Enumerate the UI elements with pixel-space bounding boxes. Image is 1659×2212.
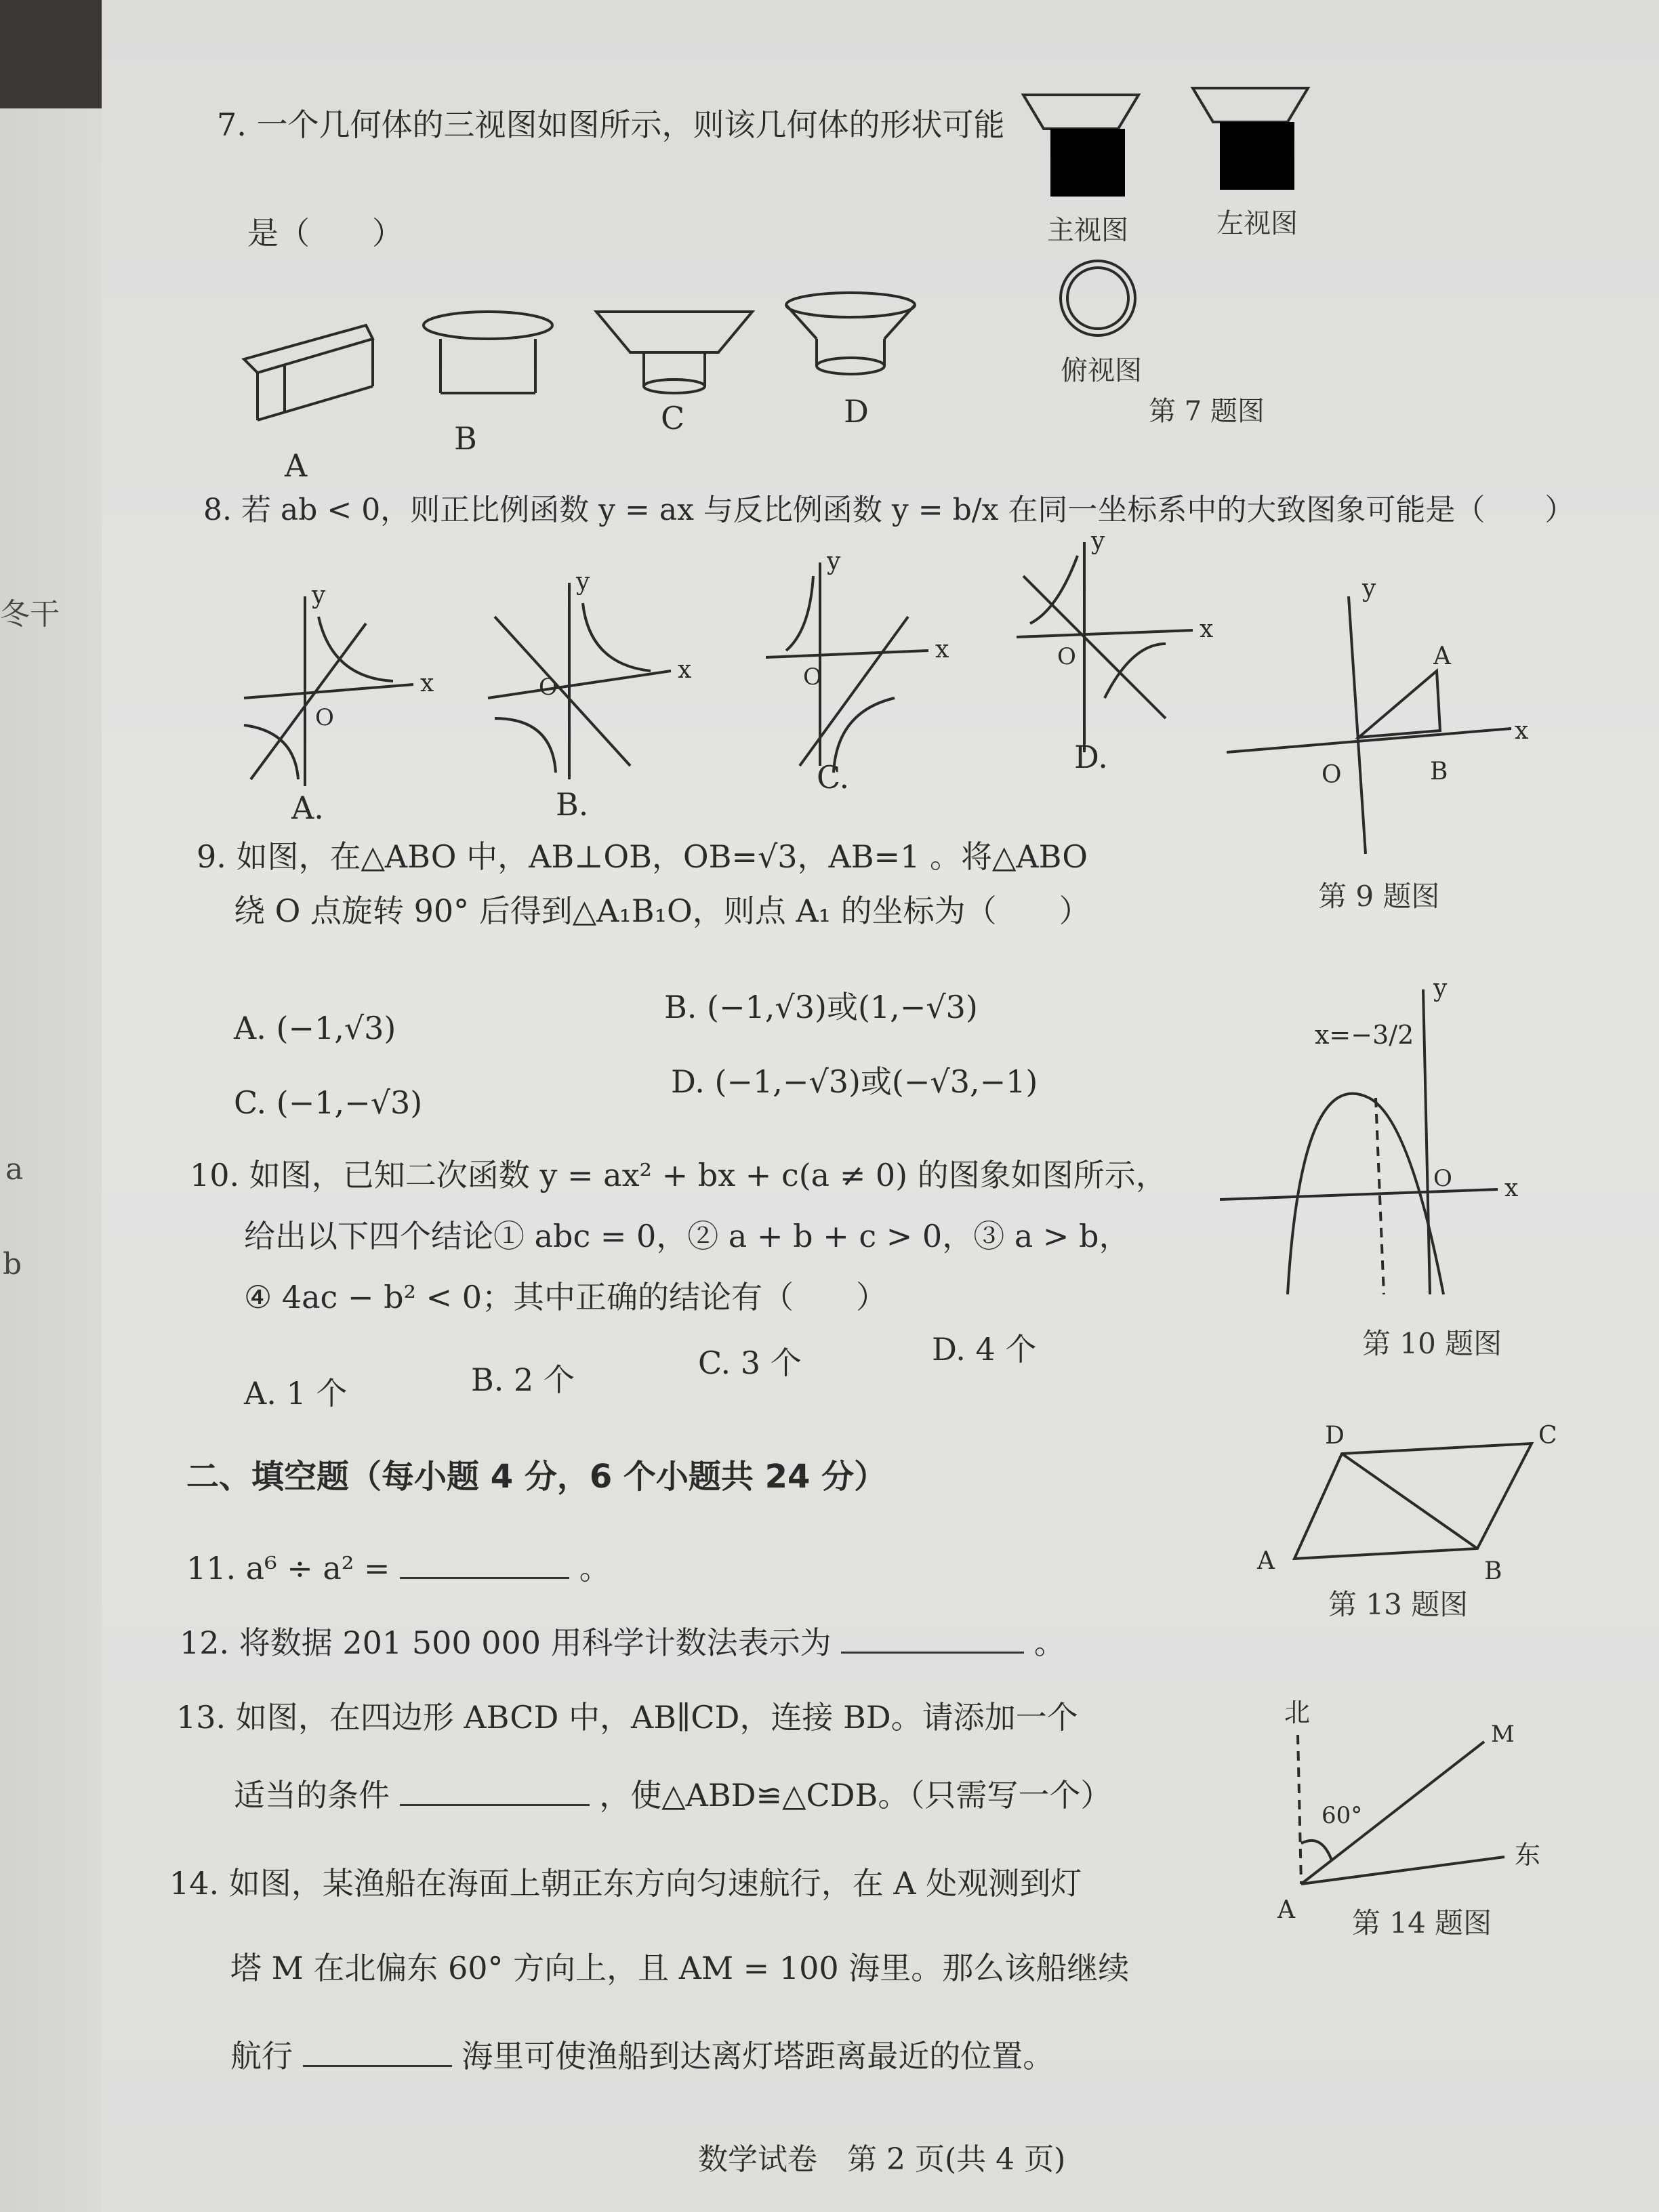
q13-prefix: 适当的条件 xyxy=(234,1777,390,1814)
svg-text:y: y xyxy=(1091,527,1105,555)
svg-text:y: y xyxy=(1433,975,1448,1002)
q14-stem-line1: 14. 如图，某渔船在海面上朝正东方向匀速航行，在 A 处观测到灯 xyxy=(169,1865,1082,1902)
q14-label-m: M xyxy=(1491,1721,1515,1748)
svg-text:O: O xyxy=(315,704,334,731)
svg-text:y: y xyxy=(827,548,841,575)
q9-option-a: A. (−1,√3) xyxy=(234,1010,396,1046)
q13-figure xyxy=(1254,1416,1572,1593)
q14-caption: 第 14 题图 xyxy=(1352,1906,1492,1940)
q7-option-c: C xyxy=(661,400,685,436)
svg-text:O: O xyxy=(539,674,558,701)
page-footer: 数学试卷 第 2 页(共 4 页) xyxy=(698,2142,1066,2177)
q9-label-x: x xyxy=(1515,717,1529,745)
q10-stem-line1: 10. 如图，已知二次函数 y = ax² + bx + c(a ≠ 0) 的图象如图所示， xyxy=(190,1157,1167,1193)
left-page-fragment: b xyxy=(3,1247,22,1282)
svg-text:O: O xyxy=(1433,1165,1452,1192)
q14-stem-line2: 塔 M 在北偏东 60° 方向上，且 AM = 100 海里。那么该船继续 xyxy=(230,1950,1130,1986)
q9-label-b: B xyxy=(1430,758,1448,785)
q10-figure xyxy=(1213,975,1538,1315)
q8-stem: 8. 若 ab < 0，则正比例函数 y = ax 与反比例函数 y = b/x 在同一坐标系中的大致图象可能是（ ） xyxy=(203,493,1575,527)
q14-label-angle: 60° xyxy=(1322,1802,1363,1829)
q14-answer-blank[interactable] xyxy=(303,2038,452,2067)
q9-label-o: O xyxy=(1322,761,1342,789)
q14-label-east: 东 xyxy=(1515,1840,1541,1870)
q11 xyxy=(186,1545,611,1592)
q14-suffix: 海里可使渔船到达离灯塔距离最近的位置。 xyxy=(462,2038,1054,2074)
q14-prefix: 航行 xyxy=(230,2038,293,2074)
q10-option-d: D. 4 个 xyxy=(932,1331,1037,1368)
q9-option-d: D. (−1,−√3)或(−√3,−1) xyxy=(671,1063,1038,1100)
q12-prefix: 12. 将数据 201 500 000 用科学计数法表示为 xyxy=(180,1624,832,1661)
q7-caption: 第 7 题图 xyxy=(1149,396,1265,427)
q13-label-c: C xyxy=(1538,1422,1557,1450)
q7-top-view-label: 俯视图 xyxy=(1061,355,1142,386)
q7-option-solids xyxy=(230,285,935,434)
q12-suffix: 。 xyxy=(1033,1624,1065,1661)
q8-graph-b xyxy=(488,568,691,779)
q7-stem-line1: 7. 一个几何体的三视图如图所示，则该几何体的形状可能 xyxy=(217,106,1005,143)
q8-option-a: A. xyxy=(291,790,324,826)
q7-option-a: A xyxy=(285,447,308,484)
q7-solid-b xyxy=(424,312,552,393)
q10-stem-line2: 给出以下四个结论① abc = 0，② a + b + c > 0，③ a > b， xyxy=(244,1218,1130,1254)
q7-front-view-label: 主视图 xyxy=(1047,215,1128,246)
q11-suffix: 。 xyxy=(579,1550,611,1586)
q8-option-d: D. xyxy=(1074,739,1108,775)
svg-text:x: x xyxy=(1504,1174,1519,1202)
q9-label-y: y xyxy=(1362,575,1376,602)
q7-option-d: D xyxy=(844,393,869,430)
svg-text:x: x xyxy=(935,636,949,663)
q7-stem-line2: 是（ ） xyxy=(247,215,403,251)
q13-label-b: B xyxy=(1484,1557,1502,1585)
q7-solid-c xyxy=(596,312,752,393)
q9-figure xyxy=(1227,575,1532,867)
svg-text:x: x xyxy=(1200,615,1214,643)
q10-option-b: B. 2 个 xyxy=(471,1361,575,1398)
q13-label-a: A xyxy=(1257,1547,1275,1575)
q12-answer-blank[interactable] xyxy=(841,1624,1024,1654)
q8-option-b: B. xyxy=(556,786,589,823)
q14-label-a: A xyxy=(1277,1896,1295,1924)
svg-text:O: O xyxy=(803,663,822,691)
svg-text:y: y xyxy=(312,581,326,609)
q9-stem-line2: 绕 O 点旋转 90° 后得到△A₁B₁O，则点 A₁ 的坐标为（ ） xyxy=(234,893,1090,929)
q11-prefix: 11. a⁶ ÷ a² = xyxy=(186,1550,390,1586)
left-page-fragment: a xyxy=(5,1152,24,1187)
q11-answer-blank[interactable] xyxy=(400,1550,569,1579)
q9-label-a: A xyxy=(1433,642,1451,670)
q14-label-north: 北 xyxy=(1284,1698,1311,1727)
q9-caption: 第 9 题图 xyxy=(1318,880,1440,913)
q10-option-c: C. 3 个 xyxy=(698,1345,802,1381)
section-2-title: 二、填空题（每小题 4 分，6 个小题共 24 分） xyxy=(186,1458,887,1496)
q8-option-c: C. xyxy=(817,759,850,796)
q12 xyxy=(180,1620,1065,1666)
q10-axis-of-symmetry-label: x=−3/2 xyxy=(1315,1020,1414,1050)
svg-text:x: x xyxy=(420,670,434,697)
q10-caption: 第 10 题图 xyxy=(1362,1327,1502,1360)
q10-option-a: A. 1 个 xyxy=(244,1375,348,1412)
svg-text:y: y xyxy=(576,568,590,596)
q9-option-c: C. (−1,−√3) xyxy=(234,1084,423,1121)
q14-stem-line3 xyxy=(230,2033,1054,2080)
q8-graph-a xyxy=(244,581,434,786)
q7-option-b: B xyxy=(454,420,477,457)
q13-stem-line1: 13. 如图，在四边形 ABCD 中，AB∥CD，连接 BD。请添加一个 xyxy=(176,1699,1078,1736)
q9-stem-line1: 9. 如图，在△ABO 中，AB⊥OB，OB=√3，AB=1 。将△ABO xyxy=(197,838,1088,875)
q13-answer-blank[interactable] xyxy=(400,1777,590,1806)
left-page-fragment: 冬干 xyxy=(0,597,60,632)
q13-label-d: D xyxy=(1325,1422,1345,1450)
q7-solid-d xyxy=(786,293,915,374)
svg-text:O: O xyxy=(1057,643,1076,670)
q10-stem-line3: ④ 4ac − b² < 0；其中正确的结论有（ ） xyxy=(244,1279,888,1315)
q13-suffix: ，使△ABD≌△CDB。（只需写一个） xyxy=(599,1777,1112,1814)
q13-caption: 第 13 题图 xyxy=(1328,1588,1469,1621)
q9-option-b: B. (−1,√3)或(1,−√3) xyxy=(664,989,978,1025)
q7-side-view-label: 左视图 xyxy=(1216,208,1298,239)
q7-solid-a xyxy=(244,325,373,420)
q13-stem-line2 xyxy=(234,1772,1111,1819)
svg-text:x: x xyxy=(678,656,692,684)
